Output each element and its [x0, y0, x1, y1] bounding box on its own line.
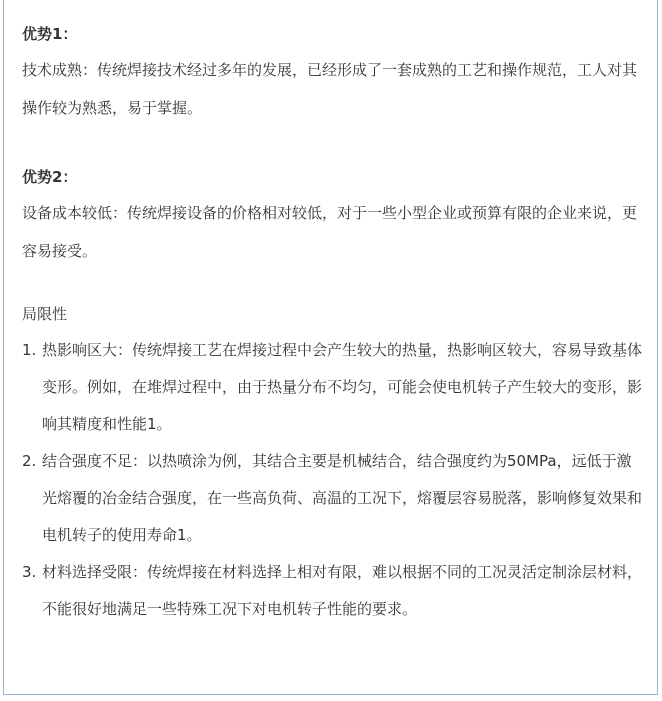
spacer: [22, 270, 642, 296]
list-item: [22, 554, 642, 628]
advantage-2-title: 优势2：: [22, 168, 78, 186]
list-item-text: 热影响区大：传统焊接工艺在焊接过程中会产生较大的热量，热影响区较大，容易导致基体变形。例如，在堆焊过程中，由于热量分布不均匀，可能会使电机转子产生较大的变形，影响其精度和性能1。: [42, 341, 643, 433]
list-item-number: 1.: [22, 341, 37, 359]
article-content: [22, 18, 642, 628]
list-item-number: 3.: [22, 563, 37, 581]
spacer: [22, 127, 642, 161]
limitations-title: 局限性: [22, 305, 68, 323]
limitations-list: [22, 332, 642, 628]
advantage-1-body: 技术成熟：传统焊接技术经过多年的发展，已经形成了一套成熟的工艺和操作规范，工人对其操作较为熟悉，易于掌握。: [22, 61, 638, 117]
list-item: [22, 443, 642, 554]
list-item-number: 2.: [22, 452, 37, 470]
advantage-2-body: 设备成本较低：传统焊接设备的价格相对较低，对于一些小型企业或预算有限的企业来说，更容易接受。: [22, 204, 638, 260]
list-item: [22, 332, 642, 443]
list-item-text: 结合强度不足：以热喷涂为例，其结合主要是机械结合，结合强度约为50MPa，远低于激光熔覆的冶金结合强度，在一些高负荷、高温的工况下，熔覆层容易脱落，影响修复效果和电机转子的使用寿命1。: [42, 452, 643, 544]
advantage-1-title: 优势1：: [22, 25, 78, 43]
list-item-text: 材料选择受限：传统焊接在材料选择上相对有限，难以根据不同的工况灵活定制涂层材料，不能很好地满足一些特殊工况下对电机转子性能的要求。: [42, 563, 643, 618]
